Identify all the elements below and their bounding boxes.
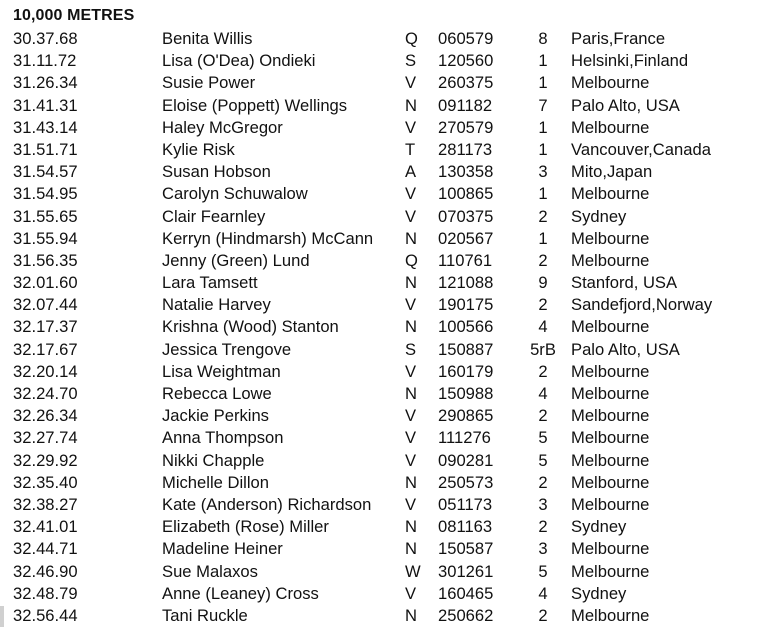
result-time: 31.51.71	[13, 139, 78, 159]
athlete-name: Jenny (Green) Lund	[162, 250, 310, 270]
race-place: 9	[538, 273, 548, 293]
race-place: 1	[538, 51, 548, 71]
athlete-state: V	[405, 295, 417, 315]
page-title: 10,000 METRES	[13, 7, 135, 24]
athlete-state: N	[405, 605, 417, 625]
result-row	[0, 516, 767, 538]
race-venue: Melbourne	[571, 228, 650, 248]
athlete-dob: 081163	[438, 517, 493, 537]
race-venue: Melbourne	[571, 117, 650, 137]
race-place: 2	[538, 295, 548, 315]
result-row	[0, 605, 767, 627]
result-row	[0, 538, 767, 560]
athlete-dob: 250662	[438, 605, 494, 625]
athlete-state: V	[405, 117, 417, 137]
race-place: 4	[538, 583, 548, 603]
result-row	[0, 427, 767, 449]
athlete-dob: 051173	[438, 494, 493, 514]
result-time: 32.27.74	[13, 428, 78, 448]
athlete-state: N	[405, 95, 417, 115]
athlete-dob: 260375	[438, 73, 494, 93]
result-row	[0, 117, 767, 139]
athlete-state: V	[405, 73, 417, 93]
athlete-dob: 121088	[438, 273, 494, 293]
athlete-name: Krishna (Wood) Stanton	[162, 317, 339, 337]
athlete-name: Anne (Leaney) Cross	[162, 583, 319, 603]
athlete-name: Susan Hobson	[162, 162, 271, 182]
athlete-dob: 091182	[438, 95, 493, 115]
athlete-dob: 150988	[438, 384, 494, 403]
athlete-dob: 250573	[438, 472, 494, 492]
result-time: 31.54.95	[13, 184, 78, 204]
result-row	[0, 294, 767, 316]
athlete-dob: 160179	[438, 361, 494, 381]
result-time: 32.01.60	[13, 273, 78, 293]
race-venue: Melbourne	[571, 450, 650, 470]
result-row	[0, 339, 767, 361]
results-list	[0, 28, 767, 627]
race-venue: Paris,France	[571, 29, 666, 48]
athlete-dob: 100865	[438, 184, 494, 204]
athlete-name: Madeline Heiner	[162, 539, 283, 559]
race-venue: Sydney	[571, 206, 627, 226]
page-edge-marker	[0, 606, 4, 627]
result-time: 30.37.68	[13, 29, 78, 48]
result-row	[0, 206, 767, 228]
result-row	[0, 405, 767, 427]
athlete-dob: 281173	[438, 139, 493, 159]
race-venue: Palo Alto, USA	[571, 339, 680, 359]
result-row	[0, 450, 767, 472]
athlete-name: Anna Thompson	[162, 428, 284, 448]
race-venue: Melbourne	[571, 472, 650, 492]
athlete-name: Rebecca Lowe	[162, 384, 272, 403]
race-venue: Melbourne	[571, 317, 650, 337]
result-row	[0, 494, 767, 516]
athlete-dob: 150587	[438, 539, 494, 559]
result-time: 32.29.92	[13, 450, 78, 470]
race-place: 2	[538, 206, 548, 226]
athlete-name: Clair Fearnley	[162, 206, 266, 226]
result-time: 32.17.37	[13, 317, 78, 337]
race-venue: Melbourne	[571, 384, 650, 403]
athlete-name: Lisa Weightman	[162, 361, 281, 381]
athlete-state: A	[405, 162, 417, 182]
result-row	[0, 272, 767, 294]
result-row	[0, 28, 767, 50]
result-row	[0, 250, 767, 272]
result-time: 32.07.44	[13, 295, 78, 315]
result-time: 32.35.40	[13, 472, 78, 492]
race-place: 5	[538, 428, 548, 448]
race-venue: Vancouver,Canada	[571, 139, 711, 159]
race-venue: Palo Alto, USA	[571, 95, 680, 115]
race-venue: Melbourne	[571, 494, 650, 514]
result-row	[0, 383, 767, 405]
athlete-state: V	[405, 450, 417, 470]
athlete-state: S	[405, 339, 417, 359]
result-row	[0, 361, 767, 383]
result-row	[0, 228, 767, 250]
race-place: 2	[538, 605, 548, 625]
athlete-dob: 110761	[438, 250, 493, 270]
athlete-state: Q	[405, 250, 418, 270]
race-venue: Sandefjord,Norway	[571, 295, 713, 315]
result-time: 31.43.14	[13, 117, 78, 137]
athlete-state: V	[405, 184, 417, 204]
race-place: 7	[538, 95, 548, 115]
athlete-name: Benita Willis	[162, 29, 253, 48]
athlete-dob: 111276	[438, 428, 491, 448]
result-time: 32.26.34	[13, 406, 78, 426]
race-place: 1	[538, 184, 548, 204]
result-row	[0, 316, 767, 338]
athlete-state: N	[405, 228, 417, 248]
race-venue: Melbourne	[571, 605, 650, 625]
athlete-state: V	[405, 361, 417, 381]
race-place: 1	[538, 228, 548, 248]
athlete-state: N	[405, 384, 417, 403]
race-place: 3	[538, 162, 548, 182]
result-row	[0, 50, 767, 72]
race-place: 5	[538, 561, 548, 581]
athlete-name: Michelle Dillon	[162, 472, 269, 492]
race-venue: Melbourne	[571, 73, 650, 93]
athlete-state: V	[405, 428, 417, 448]
result-row	[0, 472, 767, 494]
athlete-state: N	[405, 317, 417, 337]
result-time: 32.24.70	[13, 384, 78, 403]
athlete-name: Kylie Risk	[162, 139, 235, 159]
athlete-dob: 060579	[438, 29, 494, 48]
result-row	[0, 161, 767, 183]
athlete-state: T	[405, 139, 416, 159]
athlete-state: N	[405, 517, 417, 537]
athlete-name: Eloise (Poppett) Wellings	[162, 95, 348, 115]
race-venue: Melbourne	[571, 539, 650, 559]
athlete-name: Jackie Perkins	[162, 406, 269, 426]
result-row	[0, 583, 767, 605]
athlete-state: V	[405, 494, 417, 514]
race-venue: Sydney	[571, 517, 627, 537]
race-place: 1	[538, 73, 548, 93]
result-time: 31.55.94	[13, 228, 78, 248]
race-venue: Melbourne	[571, 428, 650, 448]
athlete-state: W	[405, 561, 421, 581]
result-time: 32.41.01	[13, 517, 78, 537]
race-place: 4	[538, 317, 548, 337]
athlete-name: Elizabeth (Rose) Miller	[162, 517, 329, 537]
result-time: 31.26.34	[13, 73, 78, 93]
athlete-state: Q	[405, 29, 418, 48]
athlete-state: V	[405, 583, 417, 603]
result-row	[0, 561, 767, 583]
race-place: 2	[538, 472, 548, 492]
result-row	[0, 72, 767, 94]
race-place: 4	[538, 384, 548, 403]
athlete-name: Sue Malaxos	[162, 561, 258, 581]
race-venue: Stanford, USA	[571, 273, 678, 293]
race-place: 5	[538, 450, 548, 470]
result-row	[0, 139, 767, 161]
athlete-name: Carolyn Schuwalow	[162, 184, 308, 204]
race-place: 2	[538, 361, 548, 381]
result-time: 32.38.27	[13, 494, 78, 514]
result-time: 32.46.90	[13, 561, 78, 581]
result-row	[0, 95, 767, 117]
race-venue: Melbourne	[571, 184, 650, 204]
athlete-dob: 120560	[438, 51, 494, 71]
athlete-dob: 190175	[438, 295, 494, 315]
athlete-dob: 301261	[438, 561, 494, 581]
race-venue: Melbourne	[571, 250, 650, 270]
result-time: 31.56.35	[13, 250, 78, 270]
race-venue: Mito,Japan	[571, 162, 653, 182]
result-row	[0, 183, 767, 205]
athlete-dob: 020567	[438, 228, 494, 248]
athlete-dob: 100566	[438, 317, 494, 337]
result-time: 31.55.65	[13, 206, 78, 226]
result-time: 32.44.71	[13, 539, 78, 559]
result-time: 31.41.31	[13, 95, 78, 115]
athlete-dob: 160465	[438, 583, 494, 603]
race-place: 3	[538, 494, 548, 514]
race-place: 1	[538, 139, 548, 159]
athlete-state: N	[405, 273, 417, 293]
athlete-name: Natalie Harvey	[162, 295, 271, 315]
athlete-name: Kate (Anderson) Richardson	[162, 494, 372, 514]
race-venue: Helsinki,Finland	[571, 51, 689, 71]
athlete-state: V	[405, 406, 417, 426]
result-time: 32.20.14	[13, 361, 78, 381]
result-time: 31.11.72	[13, 51, 77, 71]
race-place: 8	[538, 29, 548, 48]
race-place: 3	[538, 539, 548, 559]
athlete-dob: 290865	[438, 406, 494, 426]
race-venue: Melbourne	[571, 361, 650, 381]
result-time: 32.17.67	[13, 339, 78, 359]
athlete-name: Lara Tamsett	[162, 273, 258, 293]
athlete-dob: 150887	[438, 339, 494, 359]
athlete-name: Lisa (O'Dea) Ondieki	[162, 51, 316, 71]
race-venue: Sydney	[571, 583, 627, 603]
athlete-state: V	[405, 206, 417, 226]
race-place: 5rB	[530, 339, 556, 359]
athlete-dob: 070375	[438, 206, 494, 226]
athlete-dob: 130358	[438, 162, 494, 182]
race-place: 2	[538, 517, 548, 537]
athlete-name: Tani Ruckle	[162, 605, 248, 625]
athlete-name: Susie Power	[162, 73, 256, 93]
athlete-name: Kerryn (Hindmarsh) McCann	[162, 228, 374, 248]
result-time: 31.54.57	[13, 162, 78, 182]
athlete-dob: 270579	[438, 117, 494, 137]
athlete-name: Nikki Chapple	[162, 450, 265, 470]
athlete-state: N	[405, 472, 417, 492]
race-venue: Melbourne	[571, 561, 650, 581]
athlete-name: Haley McGregor	[162, 117, 283, 137]
race-place: 2	[538, 406, 548, 426]
race-place: 2	[538, 250, 548, 270]
race-venue: Melbourne	[571, 406, 650, 426]
athlete-state: S	[405, 51, 417, 71]
athlete-name: Jessica Trengove	[162, 339, 292, 359]
athlete-state: N	[405, 539, 417, 559]
race-place: 1	[538, 117, 548, 137]
athlete-dob: 090281	[438, 450, 494, 470]
result-time: 32.56.44	[13, 605, 78, 625]
result-time: 32.48.79	[13, 583, 78, 603]
